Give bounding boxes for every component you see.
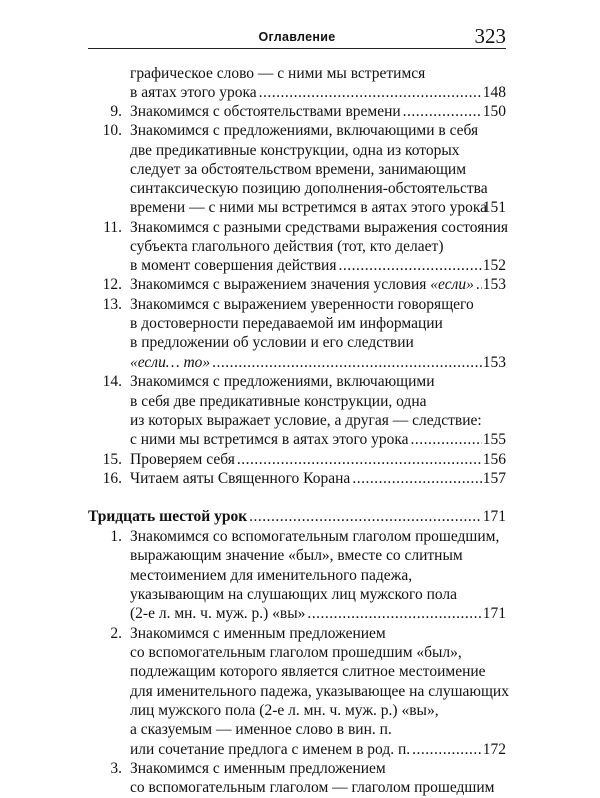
page-number: 323 — [474, 24, 506, 48]
leader-dots — [411, 430, 482, 450]
toc-entry-text: в предложении об условии и его следствии — [130, 334, 414, 351]
header-rule — [88, 48, 506, 49]
leader-dots — [412, 740, 482, 760]
toc-entry-text: указывающим на слушающих лиц мужского пола — [130, 586, 458, 603]
toc-page-number: 148 — [482, 84, 506, 101]
toc-entry-text: выражающим значение «был», вместе со слитным — [130, 547, 463, 564]
leader-dots — [403, 102, 482, 122]
toc-entry-text: с ними мы встретимся в аятах этого урока — [130, 431, 409, 448]
toc-entry-continuation — [0, 256, 506, 276]
toc-entry-number: 2. — [110, 625, 122, 642]
toc-entry-continuation — [0, 198, 506, 218]
toc-entry-text: следует за обстоятельством времени, занимающим — [130, 161, 467, 178]
toc-entry-text: Читаем аяты Священного Корана — [130, 470, 351, 487]
toc-page-number: 152 — [482, 257, 506, 274]
toc-entry — [0, 295, 506, 315]
toc-entry-continuation — [0, 237, 506, 257]
toc-entry-text: «если… то» — [130, 354, 211, 371]
toc-entry — [0, 527, 506, 547]
toc-entry-text: синтаксическую позицию дополнения-обстоятельства — [130, 180, 488, 197]
toc-entry-text: из которых выражает условие, а другая — следствие: — [130, 412, 482, 429]
toc-entry-continuation — [0, 778, 506, 798]
toc-entry-continuation — [0, 643, 506, 663]
toc-entry-continuation — [0, 83, 506, 103]
toc-entry-text: Знакомимся с выражением уверенности говорящего — [130, 296, 474, 313]
toc-entry-number: 16. — [102, 470, 122, 487]
toc-entry-continuation — [0, 430, 506, 450]
toc-entry-text: или сочетание предлога с именем в род. п. — [130, 741, 411, 758]
toc-entry-text: Знакомимся с предложениями, включающими в себя — [130, 122, 479, 139]
toc-entry-number: 3. — [110, 760, 122, 777]
toc-entry-continuation — [0, 546, 506, 566]
toc-entry-number: 13. — [102, 296, 122, 313]
toc-entry-text: в себя две предикативные конструкции, одна — [130, 393, 427, 410]
toc-page-number: 157 — [482, 470, 506, 487]
toc-entry-text: подлежащим которого является слитное местоимение — [130, 663, 486, 680]
leader-dots — [237, 450, 482, 470]
toc-entry-text: Знакомимся с именным предложением — [130, 760, 386, 777]
toc-entry-text: Знакомимся со вспомогательным глаголом прошедшим, — [130, 528, 500, 545]
toc-entry-text: в момент совершения действия — [130, 257, 337, 274]
toc-entry-continuation — [0, 701, 506, 721]
toc-page-number: 153 — [482, 354, 506, 371]
toc-entry-text: Знакомимся с обстоятельствами времени — [130, 103, 401, 120]
toc-entry-continuation — [0, 411, 506, 431]
leader-dots — [259, 83, 482, 103]
toc-page-number: 155 — [482, 431, 506, 448]
toc-entry-text: (2-е л. мн. ч. муж. р.) «вы» — [130, 605, 306, 622]
toc-entry-text: Знакомимся с предложениями, включающими — [130, 373, 435, 390]
toc-entry-number: 11. — [103, 219, 122, 236]
toc-entry-continuation — [0, 740, 506, 760]
toc-section-heading — [0, 507, 506, 527]
toc-page-number: 171 — [482, 605, 506, 622]
toc-entry-continuation — [0, 141, 506, 161]
toc-entry-text: две предикативные конструкции, одна из которых — [130, 142, 460, 159]
leader-dots — [307, 604, 481, 624]
toc-entry-continuation — [0, 353, 506, 373]
toc-page-number: 150 — [482, 103, 506, 120]
toc-entry-text: Знакомимся с разными средствами выражения состояния — [130, 219, 509, 236]
toc-entry-text: графическое слово — с ними мы встретимся — [130, 65, 426, 82]
toc-entry-text: субъекта глагольного действия (тот, кто делает) — [130, 238, 444, 255]
toc-page-number: 153 — [482, 276, 506, 293]
toc-entry-text: времени — с ними мы встретимся в аятах этого урока — [130, 199, 488, 216]
leader-dots — [476, 275, 482, 295]
toc-entry-text: для именительного падежа, указывающее на слушающих — [130, 683, 509, 700]
toc-entry-continuation — [0, 160, 506, 180]
toc-entry-text: Проверяем себя — [130, 451, 235, 468]
toc-entry-continuation — [0, 662, 506, 682]
toc-entry-text: со вспомогательным глаголом — глаголом прошедшим — [130, 779, 495, 796]
toc-entry-number: 1. — [110, 528, 122, 545]
toc-entry-continuation — [0, 604, 506, 624]
toc-entry-text: Знакомимся с выражением значения условия «если» — [130, 276, 474, 293]
toc-entry-text: в достоверности передаваемой им информации — [130, 315, 443, 332]
toc-entry-continuation — [0, 333, 506, 353]
toc-entry-number: 15. — [102, 451, 122, 468]
toc-page-number: 172 — [482, 741, 506, 758]
toc-entry — [0, 218, 509, 238]
toc-entry-continuation — [0, 64, 506, 84]
running-title: Оглавление — [258, 30, 336, 44]
toc-entry-continuation — [0, 179, 506, 199]
toc-entry-continuation — [0, 585, 506, 605]
toc-entry — [0, 624, 506, 644]
toc-entry — [0, 102, 506, 122]
toc-entry-text: в аятах этого урока — [130, 84, 257, 101]
toc-entry-continuation — [0, 682, 509, 702]
toc-entry — [0, 372, 506, 392]
leader-dots — [212, 353, 482, 373]
toc-entry-text: а сказуемым — именное слово в вин. п. — [130, 721, 392, 738]
toc-entry — [0, 121, 506, 141]
toc-entry — [0, 759, 506, 779]
toc-page-number: 156 — [482, 451, 506, 468]
toc-entry-text: Тридцать шестой урок — [88, 508, 248, 525]
toc-page-number: 151 — [482, 199, 506, 216]
toc-entry-continuation — [0, 314, 506, 334]
toc-entry-continuation — [0, 566, 506, 586]
running-header — [88, 26, 506, 48]
toc-entry — [0, 275, 506, 295]
toc-entry-text: со вспомогательным глаголом прошедшим «был», — [130, 644, 462, 661]
toc-entry-text: лиц мужского пола (2-е л. мн. ч. муж. р.) «вы», — [130, 702, 439, 719]
leader-dots — [352, 469, 481, 489]
toc-entry-number: 14. — [102, 373, 122, 390]
leader-dots — [249, 507, 482, 527]
toc-entry — [0, 469, 506, 489]
toc-entry-text: местоимением для именительного падежа, — [130, 567, 413, 584]
toc-page-number: 171 — [482, 508, 506, 525]
toc-entry-number: 10. — [102, 122, 122, 139]
toc-entry — [0, 450, 506, 470]
toc-entry-text: Знакомимся с именным предложением — [130, 625, 386, 642]
toc-entry-continuation — [0, 720, 506, 740]
toc-entry-number: 9. — [110, 103, 122, 120]
leader-dots — [338, 256, 481, 276]
toc-entry-number: 12. — [102, 276, 122, 293]
toc-entry-continuation — [0, 392, 506, 412]
